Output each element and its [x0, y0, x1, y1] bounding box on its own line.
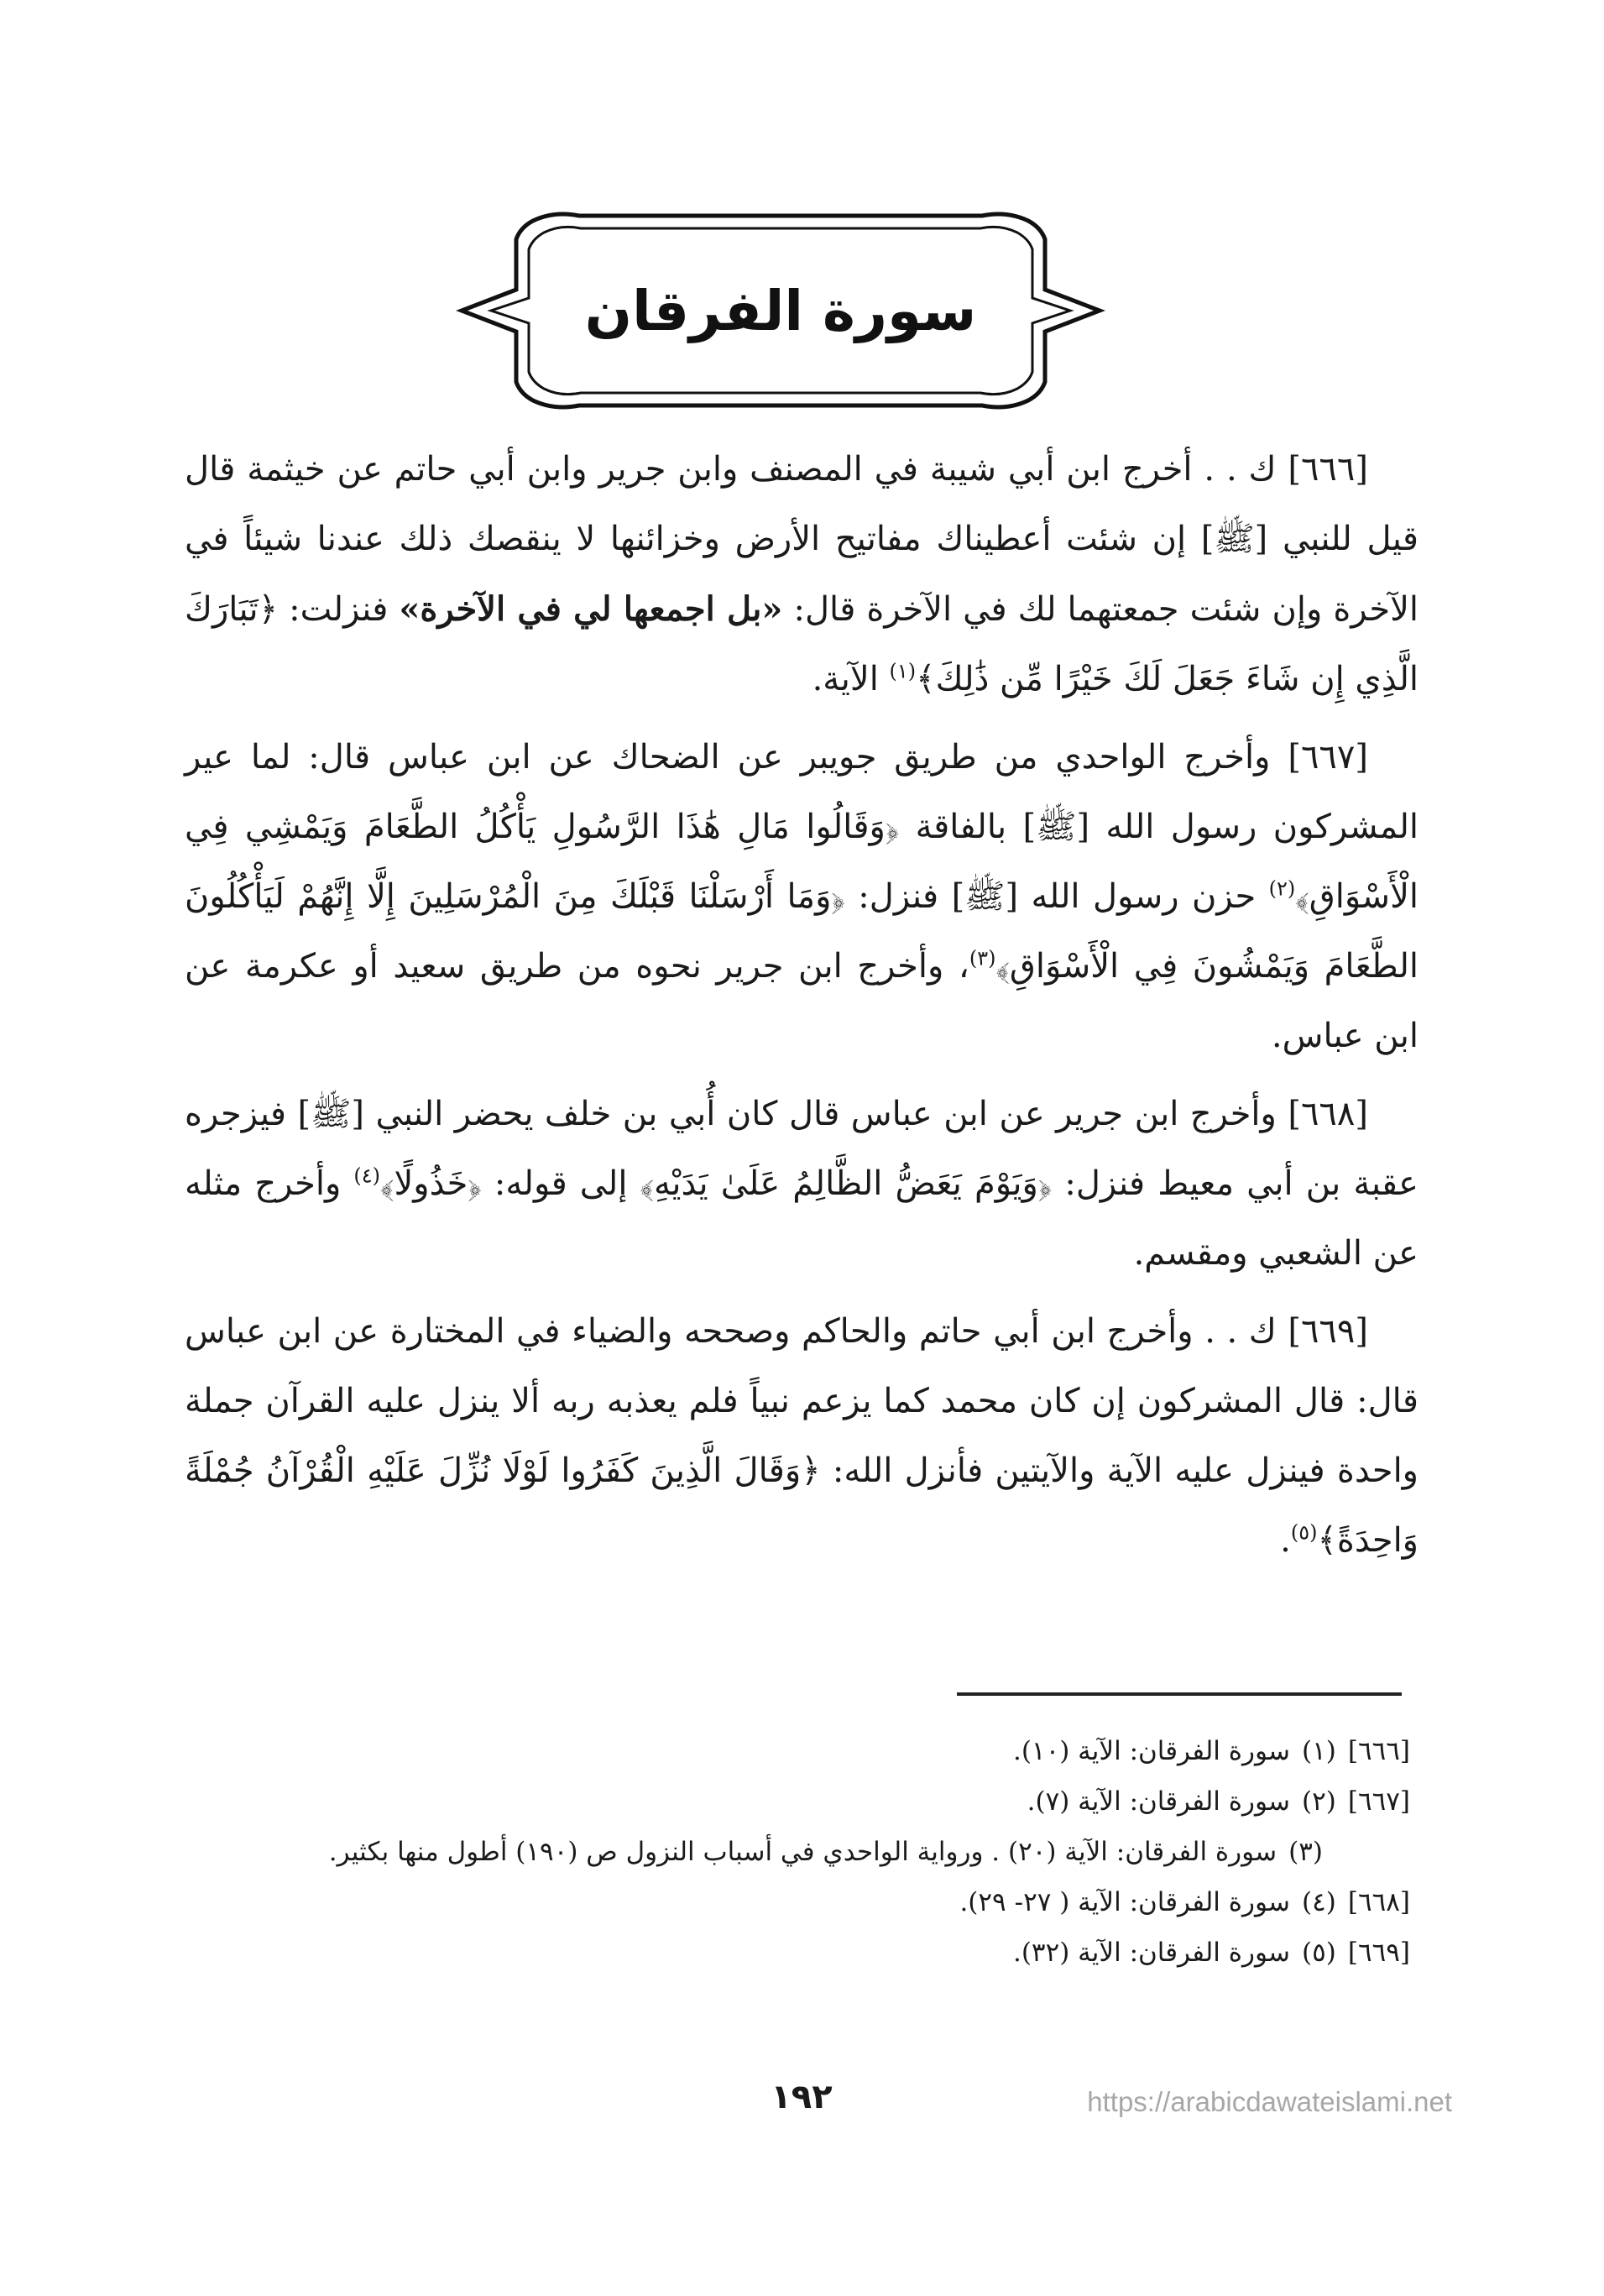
- narration-text: فنزلت:: [278, 590, 400, 629]
- narration-text: الآية.: [812, 660, 890, 698]
- main-text: [185, 435, 1419, 1584]
- footnote-item: [151, 1880, 1410, 1924]
- paragraph-669: [185, 1297, 1419, 1576]
- quran-verse: ﴿تَبَارَكَ الَّذِي إِن شَاءَ جَعَلَ لَكَ خَيْرًا مِّن ذَٰلِكَ﴾: [185, 590, 1419, 698]
- narration-text: وأخرج الواحدي من طريق جويبر عن الضحاك عن ابن عباس قال: لما عير المشركون رسول الله [ﷺ] بالفاقة: [185, 738, 1419, 846]
- footnote-number: (٥): [1301, 1938, 1336, 1968]
- narration-number: [٦٦٩] ك . .: [1204, 1312, 1368, 1351]
- narration-number: [٦٦٧]: [1288, 738, 1368, 777]
- narration-text: أخرج ابن أبي شيبة في المصنف وابن جرير وابن أبي حاتم عن خيثمة قال قيل للنبي [ﷺ] إن شئت أعطيناك مفاتيح الأرض وخزائنها لا ينقصك ذلك عندنا شيئاً في الآخرة وإن شئت جمعتهما لك في الآخرة قال:: [185, 450, 1419, 629]
- footnote-item: [151, 1830, 1410, 1874]
- quran-verse: ﴿وَمَا أَرْسَلْنَا قَبْلَكَ مِنَ الْمُرْسَلِينَ إِلَّا إِنَّهُمْ لَيَأْكُلُونَ الطَّعَامَ وَيَمْشُونَ فِي الْأَسْوَاقِ﴾: [185, 877, 1419, 986]
- footnote-ref: [٦٦٨]: [1347, 1887, 1410, 1917]
- narration-text: وأخرج ابن جرير عن ابن عباس قال كان أُبي بن خلف يحضر النبي [ﷺ] فيزجره عقبة بن أبي معيط فنزل:: [185, 1095, 1419, 1203]
- footnote-number: (٤): [1301, 1887, 1336, 1917]
- footnote-ref: [٦٦٦]: [1347, 1736, 1410, 1766]
- footnote-text: سورة الفرقان: الآية (١٠).: [1012, 1736, 1290, 1766]
- footnote-ref: [1335, 1830, 1410, 1874]
- narration-text: إلى قوله:: [481, 1164, 640, 1203]
- footnote-item: [151, 1729, 1410, 1773]
- watermark-url: https://arabicdawateislami.net: [1087, 2086, 1452, 2117]
- narration-text: حزن رسول الله [ﷺ] فنزل:: [844, 877, 1269, 916]
- footnote-ref: [٦٦٩]: [1347, 1938, 1410, 1968]
- footnote-separator: [957, 1692, 1402, 1696]
- footnote-marker: (٢): [1268, 876, 1296, 901]
- paragraph-666: [185, 435, 1419, 714]
- footnote-number: (٢): [1301, 1786, 1336, 1817]
- paragraph-668: [185, 1080, 1419, 1289]
- quran-verse: ﴿وَقَالُوا مَالِ هَٰذَا الرَّسُولِ يَأْكُلُ الطَّعَامَ وَيَمْشِي فِي الْأَسْوَاقِ﴾: [185, 808, 1419, 916]
- footnote-text: سورة الفرقان: الآية (٣٢).: [1012, 1938, 1290, 1968]
- footnote-marker: (١): [889, 659, 917, 683]
- footnote-text: سورة الفرقان: الآية ( ٢٧- ٢٩).: [959, 1887, 1290, 1917]
- footnote-item: [151, 1931, 1410, 1974]
- quran-verse: ﴿وَقَالَ الَّذِينَ كَفَرُوا لَوْلَا نُزِّلَ عَلَيْهِ الْقُرْآنُ جُمْلَةً وَاحِدَةً﴾: [185, 1451, 1419, 1560]
- footnote-number: (١): [1301, 1736, 1336, 1766]
- surah-title: سورة الفرقان: [584, 278, 977, 343]
- narration-number: [٦٦٦] ك . .: [1204, 450, 1368, 489]
- footnote-item: [151, 1780, 1410, 1823]
- narration-number: [٦٦٨]: [1288, 1095, 1368, 1133]
- paragraph-667: [185, 723, 1419, 1071]
- footnotes: [151, 1729, 1410, 1981]
- footnote-marker: (٤): [353, 1164, 381, 1188]
- footnote-marker: (٣): [969, 946, 996, 970]
- page-number: ١٩٢: [771, 2078, 833, 2116]
- narration-text: ، وأخرج ابن جرير نحوه من طريق سعيد أو عكرمة عن ابن عباس.: [185, 947, 1419, 1055]
- footnote-text: سورة الفرقان: الآية (٢٠) . ورواية الواحدي في أسباب النزول ص (١٩٠) أطول منها بكثير.: [328, 1837, 1277, 1867]
- footnote-marker: (٥): [1290, 1520, 1318, 1545]
- prophet-quote: «بل اجمعها لي في الآخرة»: [399, 589, 783, 629]
- quran-verse: ﴿وَيَوْمَ يَعَضُّ الظَّالِمُ عَلَىٰ يَدَيْهِ﴾: [640, 1164, 1053, 1203]
- surah-title-frame: [453, 206, 1108, 416]
- footnote-ref: [٦٦٧]: [1347, 1786, 1410, 1817]
- footnote-number: (٣): [1288, 1837, 1323, 1867]
- footnote-text: سورة الفرقان: الآية (٧).: [1027, 1786, 1290, 1817]
- quran-verse: ﴿خَذُولًا﴾: [380, 1164, 482, 1203]
- narration-text: وأخرج مثله عن الشعبي ومقسم.: [185, 1164, 1419, 1273]
- narration-text: وأخرج ابن أبي حاتم والحاكم وصححه والضياء في المختارة عن ابن عباس قال: قال المشركون إن كان محمد كما يزعم نبياً فلم يعذبه ربه ألا ينزل عليه القرآن جملة واحدة فينزل عليه الآية والآيتين فأنزل الله:: [185, 1312, 1419, 1490]
- narration-text: .: [1280, 1521, 1291, 1560]
